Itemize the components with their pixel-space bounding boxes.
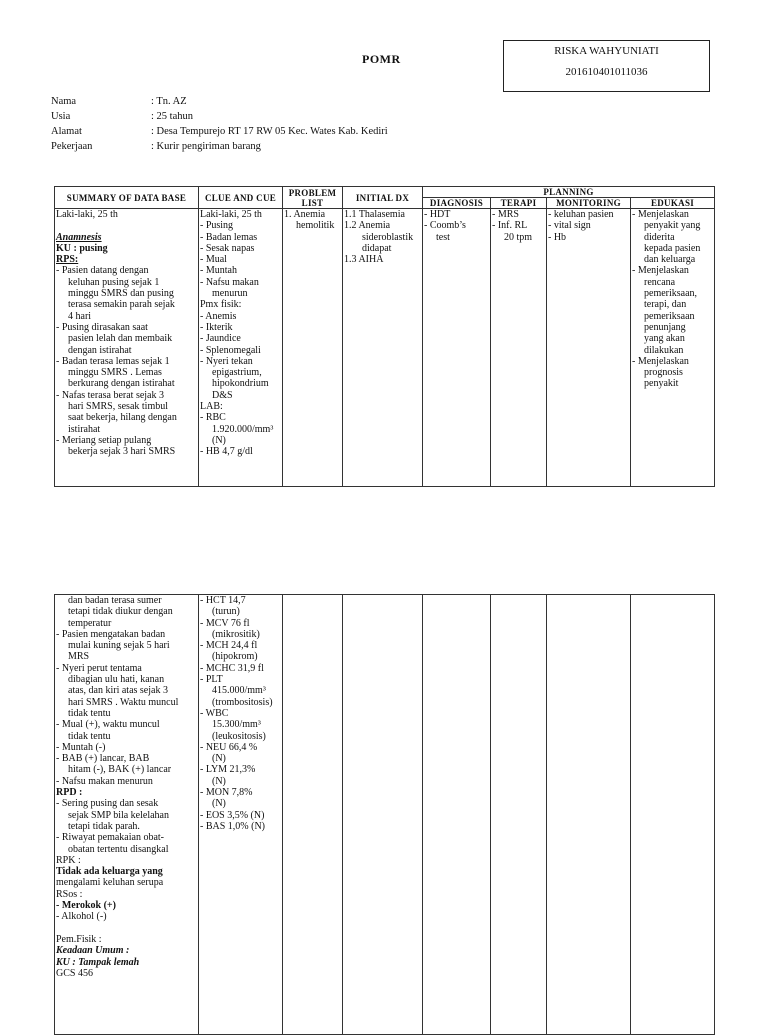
text-line: - LYM 21,3% — [200, 764, 256, 776]
text-line: sejak SMP bila kelelahan — [68, 809, 169, 821]
header-monitoring: MONITORING — [547, 198, 631, 209]
text-line: rencana — [644, 276, 676, 288]
text-line: - Pusing — [200, 220, 234, 232]
initial-dx-cell — [343, 595, 423, 1035]
text-line: didapat — [362, 242, 392, 254]
text-line: 1.1 Thalasemia — [344, 209, 405, 220]
text-line: - RBC — [200, 412, 226, 424]
text-line: (leukositosis) — [212, 730, 266, 742]
text-line: tidak tentu — [68, 730, 111, 742]
text-line: minggu SMRS . Lemas — [68, 367, 162, 379]
text-line: - Meriang setiap pulang — [56, 434, 152, 446]
initial-dx-cell — [343, 209, 423, 487]
text-line: (N) — [212, 434, 226, 446]
text-line: - vital sign — [548, 220, 591, 232]
pomr-table-page-2 — [54, 594, 715, 1035]
text-line: - Alkohol (-) — [56, 911, 107, 923]
text-line: - Badan terasa lemas sejak 1 — [56, 355, 170, 367]
text-line: 4 hari — [68, 310, 92, 322]
clue-cell — [199, 209, 283, 487]
text-line: - Mual (+), waktu muncul — [56, 719, 160, 731]
text-line: (mikrositik) — [212, 628, 260, 640]
text-line: - PLT — [200, 674, 223, 686]
text-line: berkurang dengan istirahat — [68, 378, 175, 390]
text-line: - BAB (+) lancar, BAB — [56, 753, 150, 765]
text-line: - Anemis — [200, 310, 237, 322]
text-line: - Ikterik — [200, 321, 233, 333]
terapi-cell — [491, 209, 547, 487]
text-line: - Merokok (+) — [56, 900, 116, 912]
patient-info — [51, 94, 388, 154]
text-line: test — [436, 231, 450, 243]
text-line: - Splenomegali — [200, 344, 261, 356]
text-line: RPS: — [56, 254, 79, 266]
text-line: MRS — [68, 651, 90, 663]
text-line: D&S — [212, 389, 233, 401]
patient-label: Pekerjaan — [51, 141, 93, 152]
text-line: pemeriksaan, — [644, 288, 698, 300]
text-line: RSos : — [56, 888, 83, 900]
monitoring-cell — [547, 209, 631, 487]
text-line: 20 tpm — [504, 231, 533, 243]
patient-row — [51, 109, 388, 124]
patient-value: : Kurir pengiriman barang — [151, 141, 261, 152]
text-line: penyakit — [644, 378, 679, 390]
text-line: 1. Anemia — [284, 209, 326, 220]
text-line: - MRS — [492, 209, 519, 220]
patient-value: : Tn. AZ — [151, 96, 187, 107]
text-line: - Nafsu makan menurun — [56, 775, 153, 787]
header-diagnosis: DIAGNOSIS — [423, 198, 491, 209]
text-line: keluhan pusing sejak 1 — [68, 276, 160, 288]
text-line: - Hb — [548, 231, 567, 243]
text-line: - BAS 1,0% (N) — [200, 820, 265, 832]
text-line: pasien lelah dan membaik — [68, 333, 173, 345]
text-line: KU : pusing — [56, 242, 108, 254]
text-line: - MON 7,8% — [200, 787, 253, 799]
text-line: 1.920.000/mm³ — [212, 423, 274, 435]
header-terapi: TERAPI — [491, 198, 547, 209]
text-line: bekerja sejak 3 hari SMRS — [68, 446, 176, 458]
student-name: RISKA WAHYUNIATI — [554, 45, 659, 57]
text-line: Pem.Fisik : — [56, 933, 102, 945]
text-line: - Badan lemas — [200, 231, 258, 243]
text-line: - Menjelaskan — [632, 209, 689, 220]
text-line: saat bekerja, hilang dengan — [68, 412, 177, 424]
text-line: - Riwayat pemakaian obat- — [56, 832, 165, 844]
text-line: atas, dan kiri atas sejak 3 — [68, 685, 168, 697]
patient-row — [51, 94, 388, 109]
text-line: - Jaundice — [200, 333, 241, 345]
diagnosis-cell — [423, 209, 491, 487]
patient-row — [51, 139, 388, 154]
text-line: - EOS 3,5% (N) — [200, 809, 265, 821]
edukasi-cell — [631, 595, 715, 1035]
text-line: hari SMRS . Waktu muncul — [68, 696, 179, 708]
header-clue: CLUE AND CUE — [199, 187, 283, 209]
text-line: GCS 456 — [56, 967, 93, 979]
text-line: yang akan — [644, 333, 685, 345]
problem-cell — [283, 595, 343, 1035]
text-line: Laki-laki, 25 th — [56, 209, 118, 220]
header-edukasi: EDUKASI — [631, 198, 715, 209]
text-line: Keadaan Umum : — [56, 945, 130, 957]
text-line: hipokondrium — [212, 378, 269, 390]
text-line: - Nyeri perut tentama — [56, 662, 142, 674]
text-line: 1.3 AIHA — [344, 254, 384, 266]
text-line: - Menjelaskan — [632, 265, 689, 277]
header-planning: PLANNING — [423, 187, 715, 198]
text-line: sideroblastik — [362, 231, 414, 243]
text-line: KU : Tampak lemah — [56, 956, 140, 968]
text-line: RPK : — [56, 854, 81, 866]
header-summary: SUMMARY OF DATA BASE — [55, 187, 199, 209]
edukasi-cell — [631, 209, 715, 487]
text-line: Pmx fisik: — [200, 299, 242, 311]
text-line: terapi, dan — [644, 299, 687, 311]
text-line: kepada pasien — [644, 242, 701, 254]
text-line: (trombositosis) — [212, 696, 273, 708]
text-line: dilakukan — [644, 344, 684, 356]
text-line: (turun) — [212, 606, 240, 618]
text-line: (N) — [212, 775, 226, 787]
text-line: - MCH 24,4 fl — [200, 640, 258, 652]
clue-cell — [199, 595, 283, 1035]
text-line: terasa semakin parah sejak — [68, 299, 175, 311]
text-line — [56, 220, 197, 231]
text-line: 15.300/mm³ — [212, 719, 261, 731]
text-line — [56, 923, 197, 934]
text-line: - HB 4,7 g/dl — [200, 446, 253, 458]
text-line: tetapi tidak parah. — [68, 820, 140, 832]
text-line: hari SMRS, sesak timbul — [68, 401, 169, 413]
summary-cell — [55, 209, 199, 487]
text-line: (N) — [212, 798, 226, 810]
text-line: (N) — [212, 753, 226, 765]
text-line: obatan tertentu disangkal — [68, 843, 169, 855]
text-line: mulai kuning sejak 5 hari — [68, 640, 170, 652]
text-line: diderita — [644, 231, 675, 243]
text-line: istirahat — [68, 423, 101, 435]
text-line: - NEU 66,4 % — [200, 741, 258, 753]
text-line: menurun — [212, 288, 248, 300]
text-line: - WBC — [200, 707, 229, 719]
text-line: - Muntah — [200, 265, 237, 277]
pomr-table-page-1 — [54, 186, 715, 487]
diagnosis-cell — [423, 595, 491, 1035]
text-line: - Nafas terasa berat sejak 3 — [56, 389, 164, 401]
text-line: pemeriksaan — [644, 310, 695, 322]
text-line: RPD : — [56, 787, 83, 799]
text-line: (hipokrom) — [212, 651, 258, 663]
text-line: Anamnesis — [56, 231, 102, 243]
text-line: mengalami keluhan serupa — [56, 877, 164, 889]
text-line: - MCV 76 fl — [200, 617, 250, 629]
text-line: - Muntah (-) — [56, 741, 106, 753]
text-line: - Pusing dirasakan saat — [56, 321, 148, 333]
text-line: dengan istirahat — [68, 344, 132, 356]
text-line: dan keluarga — [644, 254, 696, 266]
text-line: dan badan terasa sumer — [68, 595, 162, 606]
text-line: - Nyeri tekan — [200, 355, 253, 367]
monitoring-cell — [547, 595, 631, 1035]
text-line: temperatur — [68, 617, 112, 629]
text-line: - Pasien datang dengan — [56, 265, 149, 277]
summary-cell — [55, 595, 199, 1035]
problem-cell — [283, 209, 343, 487]
text-line: penunjang — [644, 321, 686, 333]
patient-row — [51, 124, 388, 139]
text-line: - Coomb’s — [424, 220, 466, 232]
text-line: Tidak ada keluarga yang — [56, 866, 163, 878]
text-line: tidak tentu — [68, 707, 111, 719]
text-line: penyakit yang — [644, 220, 701, 232]
text-line: dibagian ulu hati, kanan — [68, 674, 165, 686]
patient-label: Alamat — [51, 126, 82, 137]
text-line: LAB: — [200, 401, 223, 413]
patient-value: : 25 tahun — [151, 111, 193, 122]
text-line: hemolitik — [296, 220, 335, 232]
patient-value: : Desa Tempurejo RT 17 RW 05 Kec. Wates Kab. Kediri — [151, 126, 388, 137]
document-title: POMR — [362, 52, 401, 66]
text-line: epigastrium, — [212, 367, 262, 379]
text-line: - Nafsu makan — [200, 276, 259, 288]
header-problem: PROBLEM LIST — [283, 187, 343, 209]
text-line: 1.2 Anemia — [344, 220, 391, 232]
terapi-cell — [491, 595, 547, 1035]
text-line: tetapi tidak diukur dengan — [68, 606, 173, 618]
text-line: - Menjelaskan — [632, 355, 689, 367]
header-initial-dx: INITIAL DX — [343, 187, 423, 209]
text-line: - HDT — [424, 209, 451, 220]
text-line: minggu SMRS dan pusing — [68, 288, 174, 300]
patient-label: Usia — [51, 111, 71, 122]
text-line: - Pasien mengatakan badan — [56, 628, 166, 640]
text-line: - Sering pusing dan sesak — [56, 798, 159, 810]
student-number: 201610401011036 — [565, 66, 648, 78]
text-line: - Sesak napas — [200, 242, 255, 254]
text-line: 415.000/mm³ — [212, 685, 266, 697]
text-line: hitam (-), BAK (+) lancar — [68, 764, 172, 776]
text-line: - Mual — [200, 254, 227, 266]
text-line: - HCT 14,7 — [200, 595, 246, 606]
text-line: - Inf. RL — [492, 220, 528, 232]
student-id-box — [503, 40, 710, 92]
text-line: prognosis — [644, 367, 683, 379]
text-line: Laki-laki, 25 th — [200, 209, 262, 220]
text-line: - MCHC 31,9 fl — [200, 662, 264, 674]
patient-label: Nama — [51, 96, 77, 107]
text-line: - keluhan pasien — [548, 209, 614, 220]
